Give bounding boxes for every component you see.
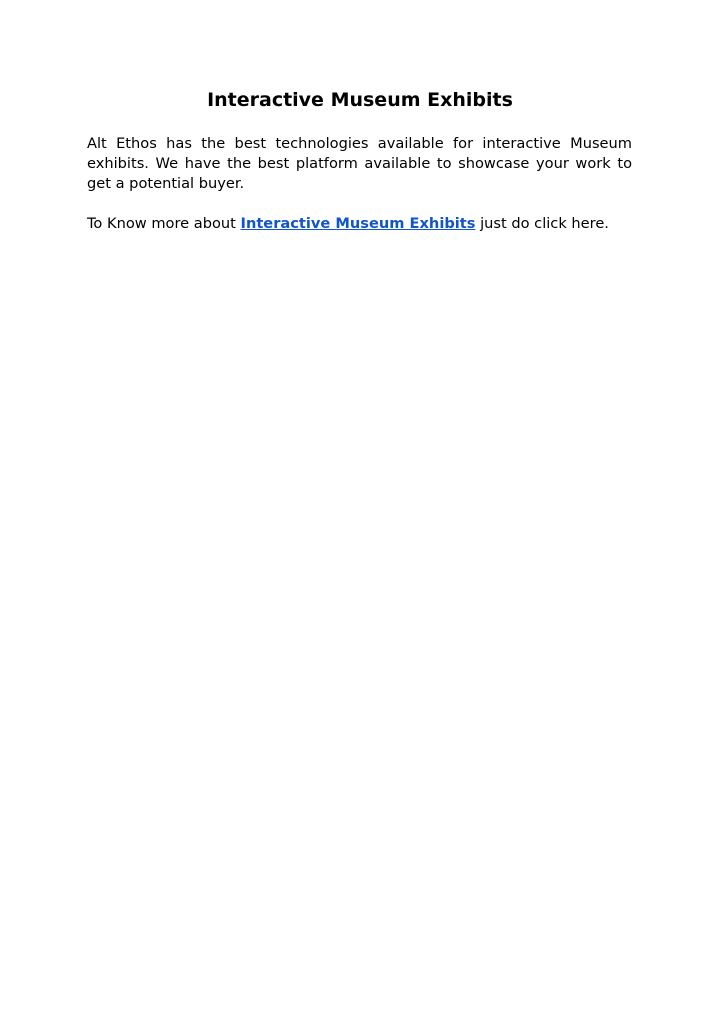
intro-paragraph: Alt Ethos has the best technologies available for interactive Museum exhibits. We have the best platform available to showcase your work to get a potential buyer. <box>87 135 632 192</box>
more-info-suffix: just do click here. <box>475 215 609 232</box>
document-title: Interactive Museum Exhibits <box>207 89 513 111</box>
more-info-paragraph <box>87 214 632 234</box>
more-info-prefix: To Know more about <box>87 215 241 232</box>
interactive-museum-exhibits-link[interactable]: Interactive Museum Exhibits <box>240 215 476 232</box>
